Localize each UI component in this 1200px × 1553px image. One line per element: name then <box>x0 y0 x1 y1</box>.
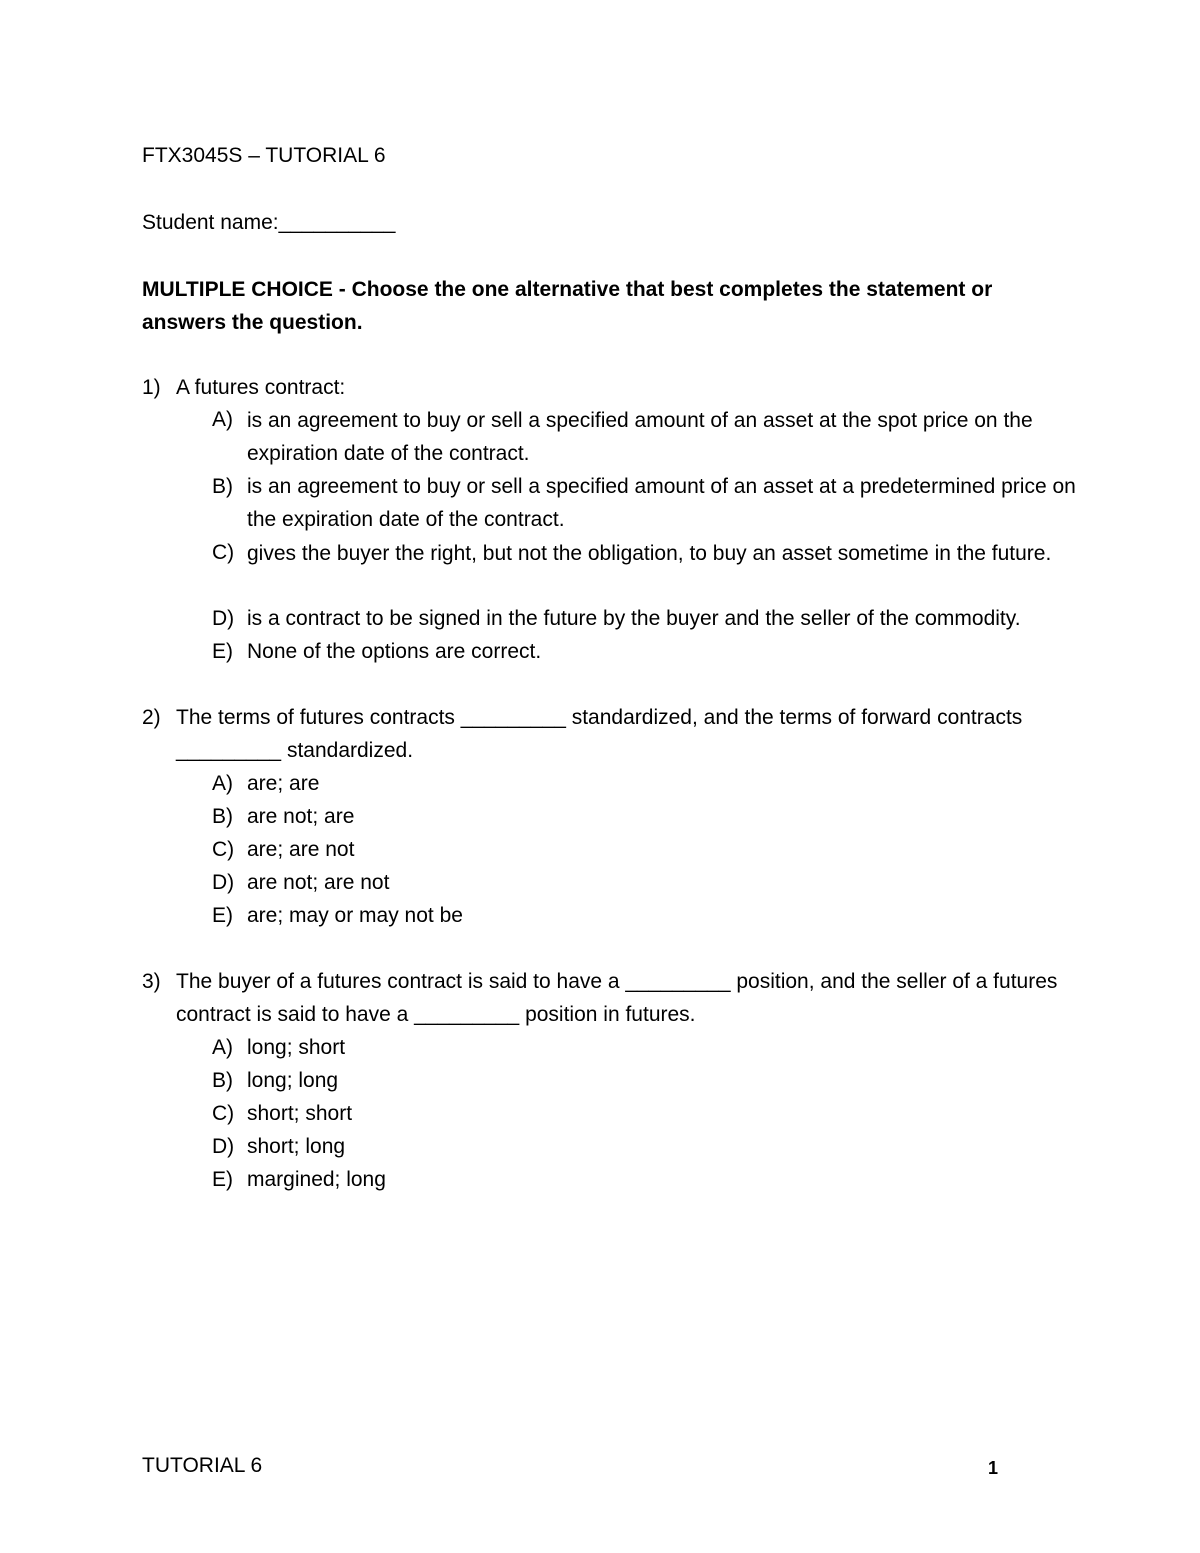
option-text: long; long <box>247 1069 339 1092</box>
instructions: MULTIPLE CHOICE - Choose the one alternative that best completes the statement or answers the question. <box>142 278 993 334</box>
option-letter: E) <box>212 640 233 663</box>
option-text: is a contract to be signed in the future by the buyer and the seller of the commodity. <box>247 607 1021 630</box>
option-text: are; are <box>247 772 320 795</box>
option-letter: B) <box>212 1069 233 1092</box>
question-text: A futures contract: <box>176 376 346 399</box>
option-text: are not; are <box>247 805 355 828</box>
question-number: 3) <box>142 970 161 993</box>
option-letter: C) <box>212 838 235 861</box>
option-text: short; short <box>247 1102 353 1125</box>
option-letter: E) <box>212 904 233 927</box>
document-title: FTX3045S – TUTORIAL 6 <box>142 144 386 167</box>
option-text: is an agreement to buy or sell a specified amount of an asset at a predetermined price on the expiration date of the contract. <box>247 475 1076 531</box>
question-number: 1) <box>142 376 161 399</box>
question-text: The terms of futures contracts _________ standardized, and the terms of forward contracts _________ standardized. <box>176 706 1023 762</box>
question-number: 2) <box>142 706 161 729</box>
option-letter: B) <box>212 475 233 498</box>
option-text: are not; are not <box>247 871 390 894</box>
option-letter: D) <box>212 1135 235 1158</box>
option-letter: A) <box>212 772 233 795</box>
option-letter: A) <box>212 408 233 431</box>
option-text: margined; long <box>247 1168 386 1191</box>
page-number: 1 <box>988 1458 999 1478</box>
option-text: are; are not <box>247 838 355 861</box>
option-letter: C) <box>212 1102 235 1125</box>
student-name-label: Student name:__________ <box>142 211 396 234</box>
option-letter: D) <box>212 871 235 894</box>
footer-label: TUTORIAL 6 <box>142 1454 263 1477</box>
option-text: gives the buyer the right, but not the obligation, to buy an asset sometime in the future. <box>247 542 1052 565</box>
option-letter: A) <box>212 1036 233 1059</box>
option-letter: E) <box>212 1168 233 1191</box>
option-text: are; may or may not be <box>247 904 463 927</box>
option-text: short; long <box>247 1135 346 1158</box>
option-text: is an agreement to buy or sell a specified amount of an asset at the spot price on the expiration date of the contract. <box>247 409 1033 465</box>
option-letter: C) <box>212 541 235 564</box>
option-letter: B) <box>212 805 233 828</box>
option-letter: D) <box>212 607 235 630</box>
option-text: None of the options are correct. <box>247 640 542 663</box>
option-text: long; short <box>247 1036 346 1059</box>
question-text: The buyer of a futures contract is said to have a _________ position, and the seller of a futures contract is said to have a _________ position in futures. <box>176 970 1058 1026</box>
